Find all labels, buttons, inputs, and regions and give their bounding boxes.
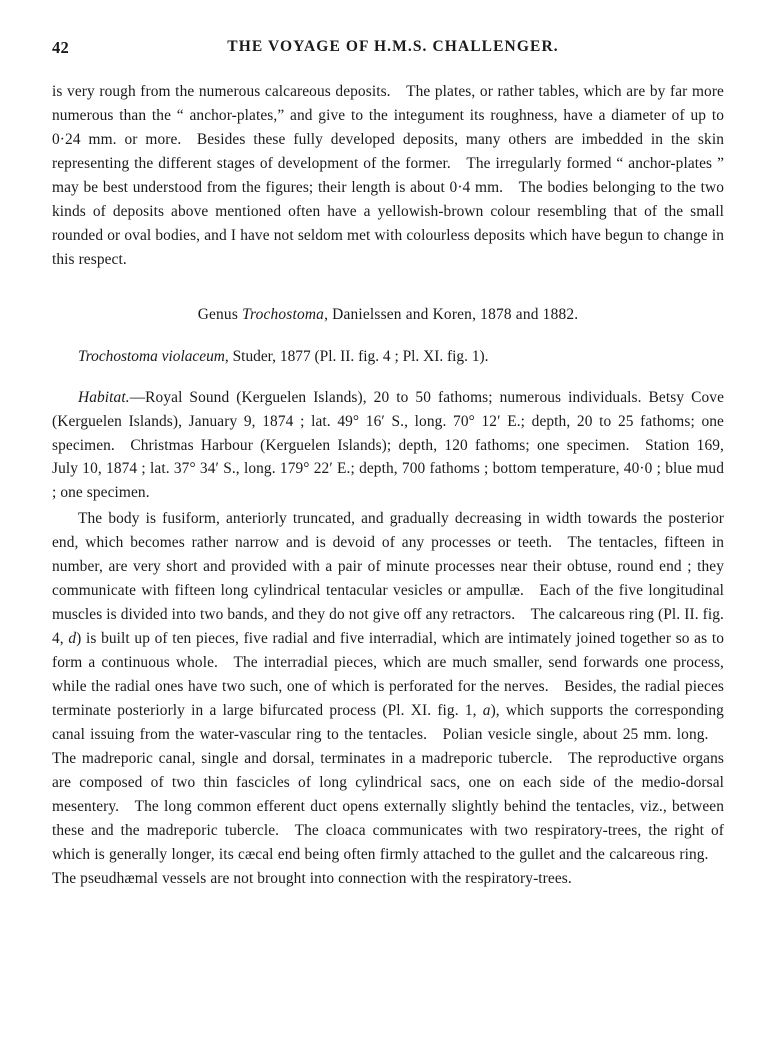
page-number: 42 — [52, 38, 70, 57]
genus-prefix: Genus — [197, 305, 243, 323]
habitat-text: —Royal Sound (Kerguelen Islands), 20 to 50 fathoms; numerous individuals. Betsy Cove (Kerguelen Islands), January 9, 1874 ; lat. 49° 16′ S., long. 70° 12′ E.; depth, 20 to 25 fathoms; one specimen. Christmas Harbour (Kerguelen Islands); depth, 120 fathoms; one specimen. Station 169, July 10, 1874 ; lat. 37° 34′ S., long. 179° 22′ E.; depth, 700 fathoms ; bottom temperature, 40·0 ; blue mud ; one specimen. — [52, 388, 724, 502]
species-heading — [52, 348, 724, 366]
figure-label-a: a — [482, 702, 491, 720]
genus-heading — [52, 306, 724, 324]
genus-suffix: , Danielssen and Koren, 1878 and 1882. — [324, 305, 579, 323]
paragraph-continued: is very rough from the numerous calcareous deposits. The plates, or rather tables, which are by far more numerous than the “ anchor-plates,” and give to the integument its roughness, have a diameter of up to 0·24 mm. or more. Besides these fully developed deposits, many others are imbedded in the skin representing the different stages of development of the former. The irregularly formed “ anchor-plates ” may be best understood from the figures; their length is about 0·4 mm. The bodies belonging to the two kinds of deposits above mentioned often have a yellowish-brown colour resembling that of the small rounded or oval bodies, and I have not seldom met with colourless deposits which have begun to change in this respect. — [52, 83, 724, 268]
description-part-2: ) is built up of ten pieces, five radial and five interradial, which are intimately joined together so as to form a continuous whole. The interradial pieces, which are much smaller, send forwards one process, while the radial ones have two such, one of which is perforated for the nerves. Besides, the radial pieces terminate posteriorly in a large bifurcated process (Pl. XI. fig. 1, — [52, 630, 724, 720]
habitat-paragraph — [52, 386, 724, 506]
page-body — [52, 80, 724, 891]
page-header — [52, 38, 724, 60]
running-title: THE VOYAGE OF H.M.S. CHALLENGER. — [227, 38, 559, 55]
description-part-3: ), which supports the corresponding canal issuing from the water-vascular ring to the tentacles. Polian vesicle single, about 25 mm. long. The madreporic canal, single and dorsal, terminates in a madreporic tubercle. The reproductive organs are composed of two thin fascicles of long cylindrical sacs, one on each side of the medio-dorsal mesentery. The long common efferent duct opens externally slightly behind the tentacles, viz., between these and the madreporic tubercle. The cloaca communicates with two respiratory-trees, the right of which is generally longer, its cæcal end being often firmly attached to the gullet and the calcareous ring. The pseudhæmal vessels are not brought into connection with the respiratory-trees. — [52, 702, 724, 887]
species-name: Trochostoma violaceum — [78, 347, 225, 365]
description-paragraph — [52, 507, 724, 890]
species-citation: , Studer, 1877 (Pl. II. fig. 4 ; Pl. XI. fig. 1). — [224, 347, 489, 365]
genus-name: Trochostoma — [242, 305, 325, 323]
habitat-label: Habitat. — [78, 388, 130, 406]
description-part-1: The body is fusiform, anteriorly truncated, and gradually decreasing in width towards the posterior end, which becomes rather narrow and is devoid of any processes or teeth. The tentacles, fifteen in number, are very short and provided with a pair of minute processes near their obtuse, round end ; they communicate with fifteen long cylindrical tentacular vesicles or ampullæ. Each of the five longitudinal muscles is divided into two bands, and they do not give off any retractors. The calcareous ring (Pl. II. fig. 4, — [52, 510, 724, 648]
figure-label-d: d — [68, 630, 77, 648]
